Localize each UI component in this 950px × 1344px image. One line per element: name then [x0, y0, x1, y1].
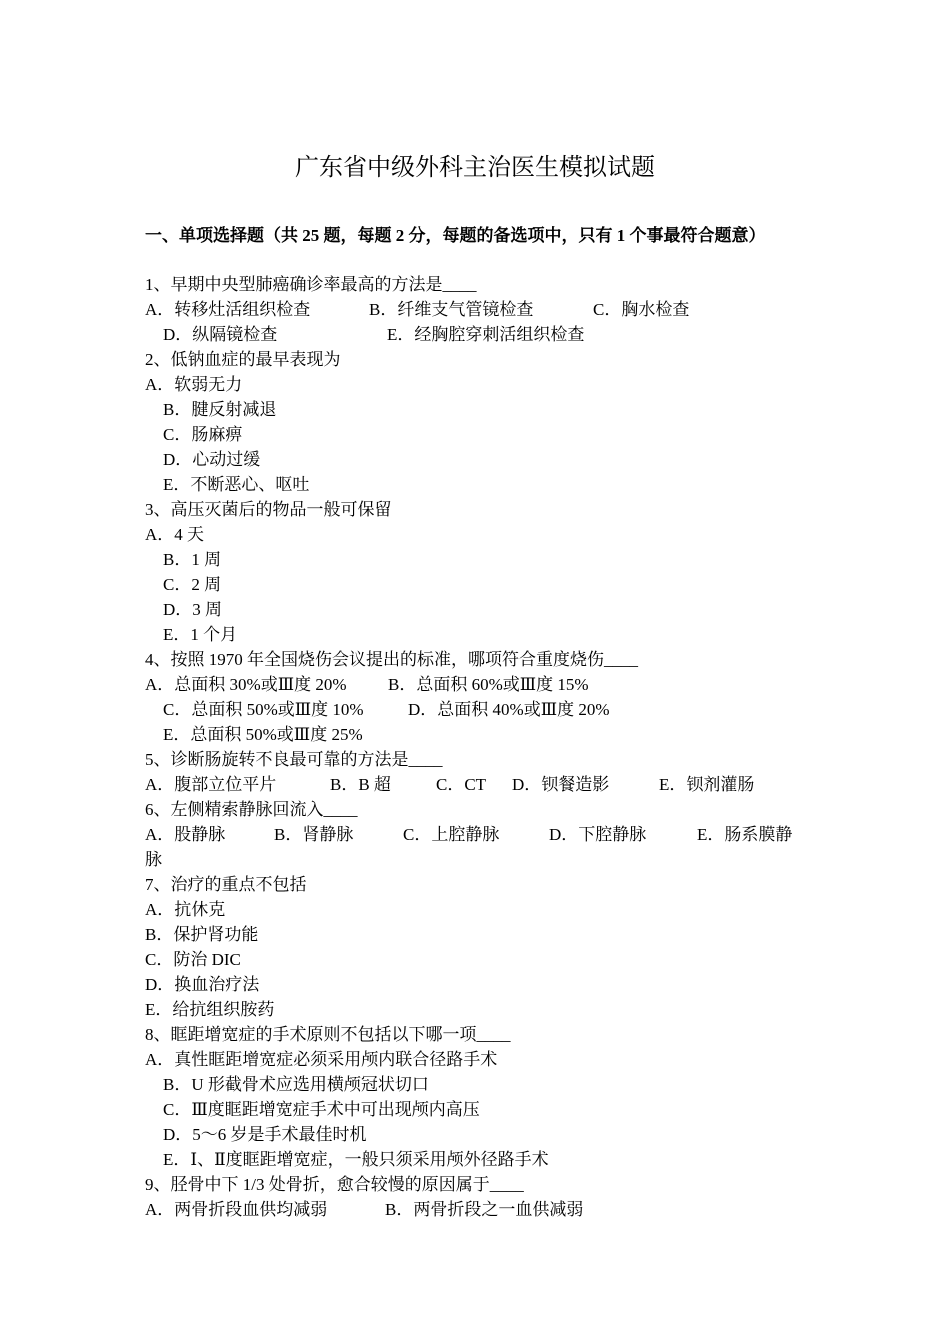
question-1-options-row-2	[145, 322, 810, 347]
question-1-option-c: C．胸水检查	[593, 300, 690, 319]
question-9-options-row	[145, 1197, 810, 1222]
question-8-option-a: A．真性眶距增宽症必须采用颅内联合径路手术	[145, 1050, 498, 1069]
question-4-stem: 4、按照 1970 年全国烧伤会议提出的标准，哪项符合重度烧伤____	[145, 650, 638, 669]
question-5-option-c: C．CT	[436, 775, 487, 794]
question-4-options-row-2	[145, 697, 810, 722]
question-1-option-b: B．纤维支气管镜检查	[369, 300, 534, 319]
question-1-option-e: E．经胸腔穿刺活组织检查	[387, 325, 585, 344]
question-4-option-e: E．总面积 50%或Ⅲ度 25%	[163, 725, 363, 744]
question-6-option-c: C．上腔静脉	[403, 825, 500, 844]
question-7-option-a: A．抗休克	[145, 900, 226, 919]
question-6-option-b: B．肾静脉	[274, 825, 354, 844]
question-6-option-e: E．肠系膜静	[697, 825, 793, 844]
question-3-option-a: A．4 天	[145, 525, 205, 544]
question-8-stem: 8、眶距增宽症的手术原则不包括以下哪一项____	[145, 1025, 511, 1044]
document-title: 广东省中级外科主治医生模拟试题	[295, 155, 655, 181]
question-6-option-a: A．股静脉	[145, 825, 226, 844]
question-1-stem: 1、早期中央型肺癌确诊率最高的方法是____	[145, 275, 477, 294]
question-6-option-e-continued: 脉	[145, 850, 162, 869]
question-5-option-a: A．腹部立位平片	[145, 775, 277, 794]
question-2-option-e: E．不断恶心、呕吐	[163, 475, 310, 494]
question-9-option-a: A．两骨折段血供均减弱	[145, 1200, 328, 1219]
question-3-option-b: B．1 周	[163, 550, 222, 569]
question-5-options-row	[145, 772, 810, 797]
question-6-option-d: D．下腔静脉	[549, 825, 647, 844]
question-1-option-a: A．转移灶活组织检查	[145, 300, 311, 319]
question-1-options-row-1	[145, 297, 810, 322]
question-5-option-b: B．B 超	[330, 775, 391, 794]
question-3-option-d: D．3 周	[163, 600, 223, 619]
question-5-option-d: D．钡餐造影	[512, 775, 610, 794]
question-7-option-d: D．换血治疗法	[145, 975, 260, 994]
question-9-stem: 9、胫骨中下 1/3 处骨折，愈合较慢的原因属于____	[145, 1175, 524, 1194]
question-4-option-d: D．总面积 40%或Ⅲ度 20%	[408, 700, 610, 719]
question-4-option-b: B．总面积 60%或Ⅲ度 15%	[388, 675, 589, 694]
question-3-option-c: C．2 周	[163, 575, 222, 594]
question-7-option-e: E．给抗组织胺药	[145, 1000, 275, 1019]
question-6-options-row	[145, 822, 810, 847]
question-2-option-d: D．心动过缓	[163, 450, 261, 469]
question-7-stem: 7、治疗的重点不包括	[145, 875, 307, 894]
question-6-stem: 6、左侧精索静脉回流入____	[145, 800, 358, 819]
question-2-option-a: A．软弱无力	[145, 375, 243, 394]
section-heading: 一、单项选择题（共 25 题，每题 2 分，每题的备选项中，只有 1 个事最符合题意）	[145, 226, 766, 245]
question-8-option-e: E．Ⅰ、Ⅱ度眶距增宽症，一般只须采用颅外径路手术	[163, 1150, 549, 1169]
question-1-option-d: D．纵隔镜检查	[163, 325, 278, 344]
question-8-option-c: C．Ⅲ度眶距增宽症手术中可出现颅内高压	[163, 1100, 480, 1119]
question-4-option-a: A．总面积 30%或Ⅲ度 20%	[145, 675, 347, 694]
question-3-stem: 3、高压灭菌后的物品一般可保留	[145, 500, 392, 519]
question-2-stem: 2、低钠血症的最早表现为	[145, 350, 341, 369]
question-7-option-b: B．保护肾功能	[145, 925, 259, 944]
question-2-option-b: B．腱反射减退	[163, 400, 277, 419]
question-5-stem: 5、诊断肠旋转不良最可靠的方法是____	[145, 750, 443, 769]
question-5-option-e: E．钡剂灌肠	[659, 775, 755, 794]
question-4-options-row-1	[145, 672, 810, 697]
question-3-option-e: E．1 个月	[163, 625, 238, 644]
question-7-option-c: C．防治 DIC	[145, 950, 241, 969]
question-4-option-c: C．总面积 50%或Ⅲ度 10%	[163, 700, 364, 719]
question-8-option-d: D．5～6 岁是手术最佳时机	[163, 1125, 367, 1144]
question-2-option-c: C．肠麻痹	[163, 425, 243, 444]
question-8-option-b: B．U 形截骨术应选用横颅冠状切口	[163, 1075, 429, 1094]
question-9-option-b: B．两骨折段之一血供减弱	[385, 1200, 584, 1219]
